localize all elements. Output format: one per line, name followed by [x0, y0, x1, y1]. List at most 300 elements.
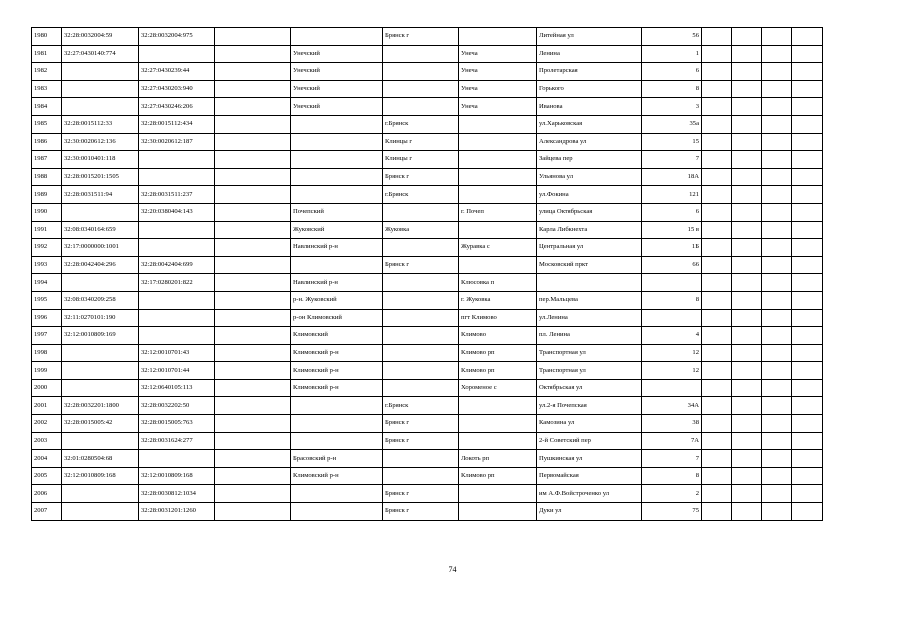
- cadastral-number-2-cell: 32:27:0430246:206: [139, 98, 215, 116]
- locality-cell: [459, 133, 537, 151]
- empty-cell: [732, 274, 762, 292]
- cadastral-number-cell: 32:28:0032201:1800: [62, 397, 139, 415]
- empty-cell: [792, 309, 823, 327]
- cadastral-number-2-cell: 32:28:0030812:1034: [139, 485, 215, 503]
- district-cell: [291, 186, 383, 204]
- street-cell: Московский пркт: [537, 256, 642, 274]
- empty-cell: [762, 63, 792, 81]
- empty-cell: [762, 309, 792, 327]
- cadastral-number-cell: [62, 80, 139, 98]
- table-row: [32, 485, 823, 503]
- cadastral-number-cell: [62, 432, 139, 450]
- empty-cell: [732, 362, 762, 380]
- locality-cell: [459, 151, 537, 169]
- cadastral-number-cell: 32:30:0020612:136: [62, 133, 139, 151]
- district-cell: [291, 503, 383, 521]
- table-row: [32, 256, 823, 274]
- table-row: [32, 80, 823, 98]
- cadastral-number-cell: 32:11:0270101:190: [62, 309, 139, 327]
- street-cell: Александрова ул: [537, 133, 642, 151]
- empty-cell: [762, 221, 792, 239]
- street-cell: Ленина: [537, 45, 642, 63]
- house-number-cell: 56: [642, 28, 702, 46]
- empty-cell: [792, 151, 823, 169]
- street-cell: пер.Мальцева: [537, 291, 642, 309]
- table-row: [32, 291, 823, 309]
- empty-cell: [792, 28, 823, 46]
- settlement-cell: Брянск г: [383, 168, 459, 186]
- district-cell: Климовский р-н: [291, 344, 383, 362]
- district-cell: Почепский: [291, 203, 383, 221]
- district-cell: Навлинский р-н: [291, 274, 383, 292]
- empty-cell: [215, 221, 291, 239]
- empty-cell: [215, 256, 291, 274]
- row-number-cell: 1986: [32, 133, 62, 151]
- empty-cell: [762, 432, 792, 450]
- empty-cell: [732, 28, 762, 46]
- empty-cell: [792, 327, 823, 345]
- empty-cell: [215, 415, 291, 433]
- table-row: [32, 415, 823, 433]
- row-number-cell: 1998: [32, 344, 62, 362]
- locality-cell: пгт Климово: [459, 309, 537, 327]
- empty-cell: [792, 291, 823, 309]
- empty-cell: [702, 415, 732, 433]
- cadastral-number-2-cell: 32:20:0380404:143: [139, 203, 215, 221]
- settlement-cell: [383, 98, 459, 116]
- cadastral-number-cell: 32:28:0032004:59: [62, 28, 139, 46]
- locality-cell: Климово рп: [459, 344, 537, 362]
- empty-cell: [215, 115, 291, 133]
- empty-cell: [215, 239, 291, 257]
- district-cell: [291, 256, 383, 274]
- table-row: [32, 186, 823, 204]
- empty-cell: [732, 151, 762, 169]
- empty-cell: [792, 45, 823, 63]
- row-number-cell: 1994: [32, 274, 62, 292]
- cadastral-number-cell: 32:17:0000000:1001: [62, 239, 139, 257]
- empty-cell: [792, 63, 823, 81]
- house-number-cell: 7: [642, 450, 702, 468]
- empty-cell: [792, 379, 823, 397]
- cadastral-number-cell: [62, 503, 139, 521]
- cadastral-number-cell: 32:28:0015112:33: [62, 115, 139, 133]
- empty-cell: [732, 256, 762, 274]
- empty-cell: [215, 432, 291, 450]
- empty-cell: [702, 362, 732, 380]
- house-number-cell: [642, 274, 702, 292]
- empty-cell: [732, 309, 762, 327]
- district-cell: Климовский р-н: [291, 379, 383, 397]
- empty-cell: [702, 379, 732, 397]
- table-row: [32, 450, 823, 468]
- settlement-cell: [383, 327, 459, 345]
- cadastral-number-cell: [62, 98, 139, 116]
- house-number-cell: 12: [642, 344, 702, 362]
- empty-cell: [762, 397, 792, 415]
- empty-cell: [732, 450, 762, 468]
- settlement-cell: [383, 309, 459, 327]
- cadastral-number-cell: [62, 485, 139, 503]
- settlement-cell: г.Брянск: [383, 115, 459, 133]
- cadastral-number-cell: [62, 362, 139, 380]
- register-table-body: [32, 28, 823, 521]
- empty-cell: [762, 379, 792, 397]
- settlement-cell: [383, 274, 459, 292]
- house-number-cell: 1Б: [642, 239, 702, 257]
- locality-cell: [459, 503, 537, 521]
- empty-cell: [762, 133, 792, 151]
- house-number-cell: [642, 379, 702, 397]
- empty-cell: [215, 63, 291, 81]
- cadastral-number-cell: 32:28:0042404:296: [62, 256, 139, 274]
- empty-cell: [215, 327, 291, 345]
- street-cell: Транспортная ул: [537, 362, 642, 380]
- district-cell: Климовский: [291, 327, 383, 345]
- empty-cell: [762, 45, 792, 63]
- locality-cell: Клюсовка п: [459, 274, 537, 292]
- page-number: 74: [448, 565, 457, 574]
- empty-cell: [762, 168, 792, 186]
- settlement-cell: Жуковка: [383, 221, 459, 239]
- register-table: [31, 27, 823, 521]
- street-cell: 2-й Советский пер: [537, 432, 642, 450]
- table-row: [32, 503, 823, 521]
- empty-cell: [732, 98, 762, 116]
- empty-cell: [762, 344, 792, 362]
- empty-cell: [732, 45, 762, 63]
- house-number-cell: 8: [642, 291, 702, 309]
- empty-cell: [732, 432, 762, 450]
- settlement-cell: [383, 379, 459, 397]
- empty-cell: [732, 503, 762, 521]
- row-number-cell: 2005: [32, 467, 62, 485]
- empty-cell: [215, 344, 291, 362]
- empty-cell: [215, 133, 291, 151]
- settlement-cell: Клинцы г: [383, 133, 459, 151]
- empty-cell: [762, 485, 792, 503]
- street-cell: Первомайская: [537, 467, 642, 485]
- row-number-cell: 1996: [32, 309, 62, 327]
- settlement-cell: [383, 45, 459, 63]
- settlement-cell: [383, 467, 459, 485]
- empty-cell: [732, 133, 762, 151]
- empty-cell: [792, 415, 823, 433]
- table-row: [32, 239, 823, 257]
- settlement-cell: [383, 362, 459, 380]
- street-cell: Ульянова ул: [537, 168, 642, 186]
- cadastral-number-cell: [62, 379, 139, 397]
- street-cell: Дуки ул: [537, 503, 642, 521]
- empty-cell: [762, 450, 792, 468]
- settlement-cell: [383, 450, 459, 468]
- empty-cell: [732, 327, 762, 345]
- house-number-cell: [642, 309, 702, 327]
- empty-cell: [215, 485, 291, 503]
- empty-cell: [702, 397, 732, 415]
- street-cell: Горького: [537, 80, 642, 98]
- cadastral-number-2-cell: 32:30:0020612:187: [139, 133, 215, 151]
- street-cell: Пролетарская: [537, 63, 642, 81]
- row-number-cell: 1997: [32, 327, 62, 345]
- house-number-cell: 12: [642, 362, 702, 380]
- empty-cell: [792, 80, 823, 98]
- empty-cell: [215, 291, 291, 309]
- empty-cell: [215, 168, 291, 186]
- house-number-cell: 35а: [642, 115, 702, 133]
- cadastral-number-2-cell: [139, 168, 215, 186]
- row-number-cell: 1990: [32, 203, 62, 221]
- empty-cell: [702, 115, 732, 133]
- cadastral-number-2-cell: 32:12:0010701:44: [139, 362, 215, 380]
- empty-cell: [762, 415, 792, 433]
- street-cell: Центральная ул: [537, 239, 642, 257]
- cadastral-number-2-cell: 32:12:0640105:113: [139, 379, 215, 397]
- district-cell: Унечский: [291, 45, 383, 63]
- cadastral-number-cell: 32:08:0340164:659: [62, 221, 139, 239]
- street-cell: Карла Либкнехта: [537, 221, 642, 239]
- cadastral-number-2-cell: 32:28:0015005:763: [139, 415, 215, 433]
- cadastral-number-2-cell: [139, 327, 215, 345]
- row-number-cell: 2004: [32, 450, 62, 468]
- empty-cell: [762, 274, 792, 292]
- district-cell: [291, 415, 383, 433]
- locality-cell: Унеча: [459, 63, 537, 81]
- table-row: [32, 115, 823, 133]
- house-number-cell: 3: [642, 98, 702, 116]
- empty-cell: [215, 274, 291, 292]
- empty-cell: [215, 28, 291, 46]
- row-number-cell: 2007: [32, 503, 62, 521]
- settlement-cell: Брянск г: [383, 503, 459, 521]
- house-number-cell: 6: [642, 203, 702, 221]
- empty-cell: [215, 503, 291, 521]
- empty-cell: [702, 327, 732, 345]
- cadastral-number-2-cell: [139, 309, 215, 327]
- street-cell: им А.Ф.Войстроченко ул: [537, 485, 642, 503]
- row-number-cell: 1999: [32, 362, 62, 380]
- empty-cell: [215, 397, 291, 415]
- settlement-cell: Брянск г: [383, 28, 459, 46]
- locality-cell: Унеча: [459, 98, 537, 116]
- empty-cell: [792, 274, 823, 292]
- cadastral-number-2-cell: [139, 291, 215, 309]
- district-cell: [291, 133, 383, 151]
- locality-cell: [459, 397, 537, 415]
- house-number-cell: 7: [642, 151, 702, 169]
- cadastral-number-cell: [62, 203, 139, 221]
- empty-cell: [792, 432, 823, 450]
- table-row: [32, 274, 823, 292]
- house-number-cell: 8: [642, 467, 702, 485]
- empty-cell: [762, 98, 792, 116]
- cadastral-number-2-cell: 32:12:0010701:43: [139, 344, 215, 362]
- empty-cell: [702, 203, 732, 221]
- district-cell: [291, 397, 383, 415]
- empty-cell: [702, 432, 732, 450]
- cadastral-number-cell: 32:27:0430140:774: [62, 45, 139, 63]
- locality-cell: Журавка с: [459, 239, 537, 257]
- row-number-cell: 2001: [32, 397, 62, 415]
- row-number-cell: 1992: [32, 239, 62, 257]
- house-number-cell: 8: [642, 80, 702, 98]
- table-row: [32, 467, 823, 485]
- house-number-cell: 6: [642, 63, 702, 81]
- locality-cell: [459, 432, 537, 450]
- empty-cell: [702, 221, 732, 239]
- settlement-cell: [383, 63, 459, 81]
- row-number-cell: 1987: [32, 151, 62, 169]
- empty-cell: [762, 80, 792, 98]
- street-cell: Зайцева пер: [537, 151, 642, 169]
- cadastral-number-2-cell: 32:28:0032004:975: [139, 28, 215, 46]
- empty-cell: [762, 256, 792, 274]
- empty-cell: [702, 291, 732, 309]
- empty-cell: [762, 291, 792, 309]
- empty-cell: [732, 379, 762, 397]
- settlement-cell: г.Брянск: [383, 186, 459, 204]
- row-number-cell: 1991: [32, 221, 62, 239]
- cadastral-number-2-cell: 32:28:0032202:50: [139, 397, 215, 415]
- empty-cell: [732, 63, 762, 81]
- district-cell: Климовский р-н: [291, 362, 383, 380]
- street-cell: [537, 274, 642, 292]
- locality-cell: [459, 186, 537, 204]
- street-cell: пл. Ленина: [537, 327, 642, 345]
- table-row: [32, 151, 823, 169]
- row-number-cell: 1982: [32, 63, 62, 81]
- empty-cell: [702, 186, 732, 204]
- empty-cell: [792, 186, 823, 204]
- settlement-cell: Клинцы г: [383, 151, 459, 169]
- row-number-cell: 1988: [32, 168, 62, 186]
- table-row: [32, 327, 823, 345]
- cadastral-number-2-cell: 32:27:0430203:940: [139, 80, 215, 98]
- cadastral-number-2-cell: [139, 239, 215, 257]
- empty-cell: [702, 98, 732, 116]
- empty-cell: [702, 467, 732, 485]
- empty-cell: [792, 98, 823, 116]
- district-cell: [291, 432, 383, 450]
- empty-cell: [792, 239, 823, 257]
- cadastral-number-2-cell: 32:28:0031201:1260: [139, 503, 215, 521]
- empty-cell: [732, 485, 762, 503]
- house-number-cell: 66: [642, 256, 702, 274]
- row-number-cell: 1981: [32, 45, 62, 63]
- district-cell: [291, 28, 383, 46]
- empty-cell: [732, 415, 762, 433]
- house-number-cell: 18А: [642, 168, 702, 186]
- empty-cell: [215, 98, 291, 116]
- empty-cell: [702, 28, 732, 46]
- locality-cell: Локоть рп: [459, 450, 537, 468]
- settlement-cell: [383, 344, 459, 362]
- row-number-cell: 1985: [32, 115, 62, 133]
- cadastral-number-cell: 32:28:0031511:94: [62, 186, 139, 204]
- locality-cell: Климово рп: [459, 467, 537, 485]
- district-cell: Брасовский р-н: [291, 450, 383, 468]
- cadastral-number-cell: 32:12:0010809:169: [62, 327, 139, 345]
- district-cell: [291, 151, 383, 169]
- empty-cell: [732, 115, 762, 133]
- row-number-cell: 2003: [32, 432, 62, 450]
- empty-cell: [702, 344, 732, 362]
- empty-cell: [702, 151, 732, 169]
- table-row: [32, 397, 823, 415]
- empty-cell: [732, 168, 762, 186]
- empty-cell: [762, 186, 792, 204]
- cadastral-number-cell: 32:28:0015201:1505: [62, 168, 139, 186]
- empty-cell: [762, 362, 792, 380]
- empty-cell: [702, 63, 732, 81]
- empty-cell: [215, 186, 291, 204]
- cadastral-number-2-cell: [139, 45, 215, 63]
- empty-cell: [702, 239, 732, 257]
- empty-cell: [215, 203, 291, 221]
- cadastral-number-2-cell: 32:28:0031624:277: [139, 432, 215, 450]
- empty-cell: [215, 45, 291, 63]
- house-number-cell: 2: [642, 485, 702, 503]
- house-number-cell: 4: [642, 327, 702, 345]
- house-number-cell: 15: [642, 133, 702, 151]
- district-cell: р-н. Жуковский: [291, 291, 383, 309]
- street-cell: ул.Харьковская: [537, 115, 642, 133]
- cadastral-number-cell: 32:12:0010809:168: [62, 467, 139, 485]
- house-number-cell: 7А: [642, 432, 702, 450]
- cadastral-number-cell: 32:30:0010401:118: [62, 151, 139, 169]
- locality-cell: Климово рп: [459, 362, 537, 380]
- district-cell: Унечский: [291, 80, 383, 98]
- settlement-cell: [383, 291, 459, 309]
- settlement-cell: Брянск г: [383, 432, 459, 450]
- district-cell: [291, 485, 383, 503]
- empty-cell: [702, 503, 732, 521]
- table-row: [32, 45, 823, 63]
- cadastral-number-2-cell: [139, 221, 215, 239]
- locality-cell: [459, 221, 537, 239]
- cadastral-number-2-cell: [139, 450, 215, 468]
- table-row: [32, 379, 823, 397]
- street-cell: Пушкинская ул: [537, 450, 642, 468]
- district-cell: Унечский: [291, 98, 383, 116]
- table-row: [32, 28, 823, 46]
- locality-cell: [459, 115, 537, 133]
- empty-cell: [762, 239, 792, 257]
- district-cell: Унечский: [291, 63, 383, 81]
- locality-cell: [459, 485, 537, 503]
- street-cell: Литейная ул: [537, 28, 642, 46]
- empty-cell: [702, 309, 732, 327]
- empty-cell: [792, 168, 823, 186]
- cadastral-number-2-cell: 32:28:0042404:699: [139, 256, 215, 274]
- empty-cell: [215, 309, 291, 327]
- street-cell: ул.2-я Почепская: [537, 397, 642, 415]
- district-cell: [291, 115, 383, 133]
- empty-cell: [762, 327, 792, 345]
- table-row: [32, 362, 823, 380]
- table-row: [32, 309, 823, 327]
- locality-cell: Климово: [459, 327, 537, 345]
- cadastral-number-2-cell: 32:27:0430239:44: [139, 63, 215, 81]
- settlement-cell: Брянск г: [383, 485, 459, 503]
- empty-cell: [792, 203, 823, 221]
- row-number-cell: 1989: [32, 186, 62, 204]
- cadastral-number-cell: 32:28:0015005:42: [62, 415, 139, 433]
- empty-cell: [792, 503, 823, 521]
- empty-cell: [702, 133, 732, 151]
- house-number-cell: 75: [642, 503, 702, 521]
- empty-cell: [792, 485, 823, 503]
